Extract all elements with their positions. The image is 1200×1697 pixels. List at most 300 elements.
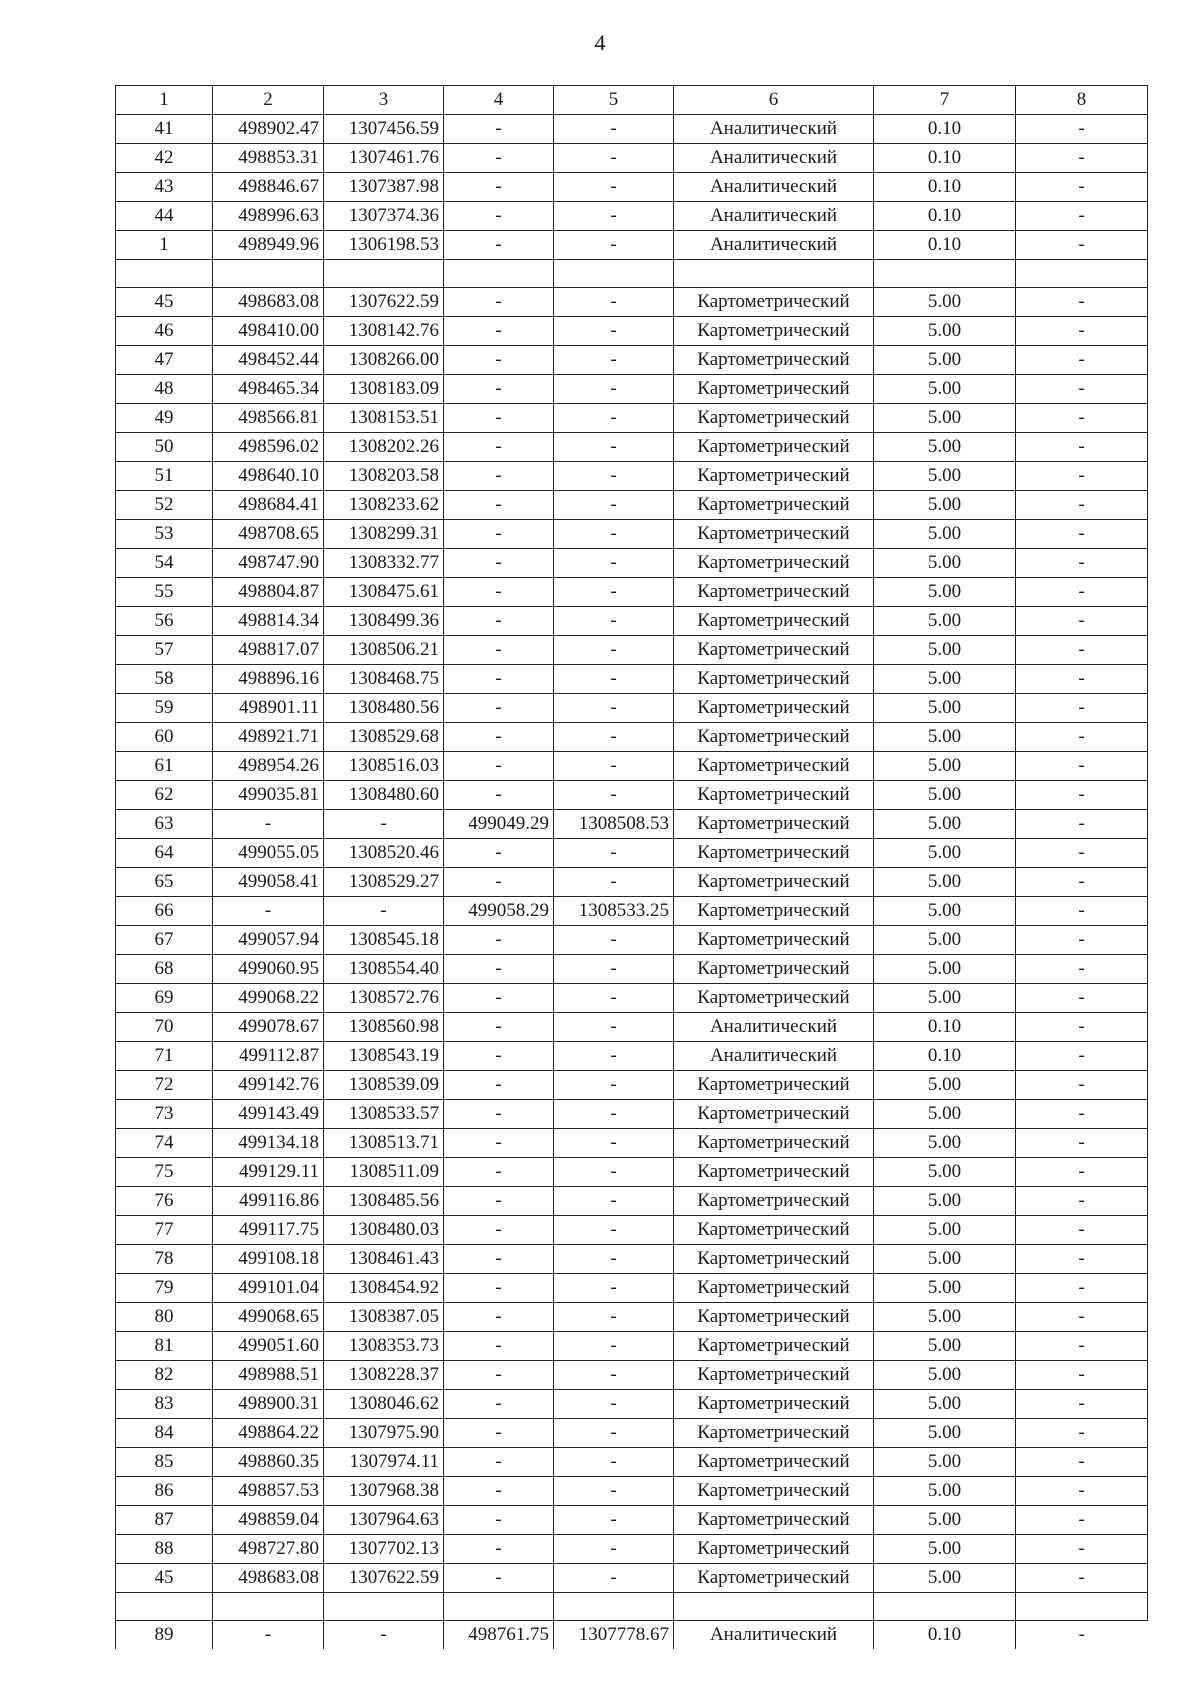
cell-col-4: - bbox=[444, 607, 554, 636]
cell-col-7: 5.00 bbox=[874, 636, 1016, 665]
cell-col-4: - bbox=[444, 1506, 554, 1535]
cell-col-2 bbox=[213, 1593, 324, 1621]
cell-col-4: - bbox=[444, 1390, 554, 1419]
cell-col-2: 498921.71 bbox=[213, 723, 324, 752]
cell-col-1: 49 bbox=[116, 404, 213, 433]
cell-col-8: - bbox=[1016, 1448, 1148, 1477]
cell-col-4: 499058.29 bbox=[444, 897, 554, 926]
cell-col-2: 499068.22 bbox=[213, 984, 324, 1013]
cell-col-2: 498996.63 bbox=[213, 202, 324, 231]
cell-col-7 bbox=[874, 260, 1016, 288]
cell-col-2: - bbox=[213, 1621, 324, 1650]
cell-col-8: - bbox=[1016, 1419, 1148, 1448]
cell-col-6: Картометрический bbox=[674, 781, 874, 810]
table-row bbox=[116, 1100, 1148, 1129]
cell-col-6: Картометрический bbox=[674, 1187, 874, 1216]
cell-col-6: Аналитический bbox=[674, 173, 874, 202]
cell-col-7: 5.00 bbox=[874, 1158, 1016, 1187]
table-row bbox=[116, 781, 1148, 810]
cell-col-1: 62 bbox=[116, 781, 213, 810]
cell-col-3: 1307975.90 bbox=[324, 1419, 444, 1448]
cell-col-1: 87 bbox=[116, 1506, 213, 1535]
cell-col-7: 5.00 bbox=[874, 1506, 1016, 1535]
cell-col-7: 5.00 bbox=[874, 1477, 1016, 1506]
cell-col-5: - bbox=[554, 491, 674, 520]
cell-col-2: 498683.08 bbox=[213, 288, 324, 317]
cell-col-3: 1307622.59 bbox=[324, 1564, 444, 1593]
cell-col-4: - bbox=[444, 868, 554, 897]
cell-col-8: - bbox=[1016, 1245, 1148, 1274]
cell-col-7: 5.00 bbox=[874, 578, 1016, 607]
cell-col-7: 5.00 bbox=[874, 665, 1016, 694]
cell-col-8: - bbox=[1016, 375, 1148, 404]
cell-col-3: 1307374.36 bbox=[324, 202, 444, 231]
cell-col-2: 499068.65 bbox=[213, 1303, 324, 1332]
table-row bbox=[116, 231, 1148, 260]
cell-col-5: - bbox=[554, 1477, 674, 1506]
cell-col-5: - bbox=[554, 462, 674, 491]
cell-col-5: - bbox=[554, 1274, 674, 1303]
cell-col-6: Картометрический bbox=[674, 1535, 874, 1564]
cell-col-6: Картометрический bbox=[674, 810, 874, 839]
cell-col-8: - bbox=[1016, 1535, 1148, 1564]
cell-col-1: 64 bbox=[116, 839, 213, 868]
cell-col-6: Картометрический bbox=[674, 491, 874, 520]
cell-col-2: 499060.95 bbox=[213, 955, 324, 984]
cell-col-5: - bbox=[554, 1129, 674, 1158]
cell-col-8 bbox=[1016, 1593, 1148, 1621]
cell-col-1: 84 bbox=[116, 1419, 213, 1448]
cell-col-7: 5.00 bbox=[874, 549, 1016, 578]
cell-col-8: - bbox=[1016, 1361, 1148, 1390]
cell-col-4: - bbox=[444, 926, 554, 955]
table-row bbox=[116, 1419, 1148, 1448]
cell-col-8: - bbox=[1016, 926, 1148, 955]
table-row bbox=[116, 1216, 1148, 1245]
cell-col-7: 5.00 bbox=[874, 346, 1016, 375]
cell-col-4: - bbox=[444, 404, 554, 433]
cell-col-7: 5.00 bbox=[874, 1564, 1016, 1593]
cell-col-7: 0.10 bbox=[874, 1013, 1016, 1042]
cell-col-1: 81 bbox=[116, 1332, 213, 1361]
cell-col-3: 1308506.21 bbox=[324, 636, 444, 665]
cell-col-4: - bbox=[444, 1332, 554, 1361]
cell-col-3: 1308387.05 bbox=[324, 1303, 444, 1332]
cell-col-7: 5.00 bbox=[874, 1245, 1016, 1274]
cell-col-6: Аналитический bbox=[674, 144, 874, 173]
cell-col-2: 498465.34 bbox=[213, 375, 324, 404]
cell-col-4: - bbox=[444, 317, 554, 346]
cell-col-2: 499051.60 bbox=[213, 1332, 324, 1361]
cell-col-2: 498814.34 bbox=[213, 607, 324, 636]
cell-col-4: - bbox=[444, 1071, 554, 1100]
cell-col-5: - bbox=[554, 1535, 674, 1564]
cell-col-3: 1308511.09 bbox=[324, 1158, 444, 1187]
cell-col-8: - bbox=[1016, 1187, 1148, 1216]
cell-col-3: 1308480.03 bbox=[324, 1216, 444, 1245]
table-row bbox=[116, 144, 1148, 173]
cell-col-4: - bbox=[444, 491, 554, 520]
cell-col-8: - bbox=[1016, 1564, 1148, 1593]
cell-col-1: 55 bbox=[116, 578, 213, 607]
cell-col-6: Картометрический bbox=[674, 1448, 874, 1477]
cell-col-4: - bbox=[444, 781, 554, 810]
cell-col-4: - bbox=[444, 346, 554, 375]
cell-col-8: - bbox=[1016, 578, 1148, 607]
cell-col-7: 0.10 bbox=[874, 173, 1016, 202]
table-row bbox=[116, 317, 1148, 346]
cell-col-4: - bbox=[444, 1187, 554, 1216]
cell-col-7: 5.00 bbox=[874, 317, 1016, 346]
cell-col-2: 498860.35 bbox=[213, 1448, 324, 1477]
cell-col-2: 498817.07 bbox=[213, 636, 324, 665]
cell-col-3: 1308454.92 bbox=[324, 1274, 444, 1303]
cell-col-7: 5.00 bbox=[874, 1129, 1016, 1158]
cell-col-4: - bbox=[444, 839, 554, 868]
cell-col-1: 54 bbox=[116, 549, 213, 578]
cell-col-8: - bbox=[1016, 897, 1148, 926]
cell-col-2: 499101.04 bbox=[213, 1274, 324, 1303]
cell-col-2: 498853.31 bbox=[213, 144, 324, 173]
cell-col-5: - bbox=[554, 1506, 674, 1535]
cell-col-2: 498452.44 bbox=[213, 346, 324, 375]
cell-col-2: 499129.11 bbox=[213, 1158, 324, 1187]
table-row bbox=[116, 346, 1148, 375]
cell-col-6: Картометрический bbox=[674, 868, 874, 897]
cell-col-5: - bbox=[554, 231, 674, 260]
cell-col-1: 77 bbox=[116, 1216, 213, 1245]
cell-col-6: Аналитический bbox=[674, 231, 874, 260]
cell-col-3: 1308554.40 bbox=[324, 955, 444, 984]
table-row bbox=[116, 1303, 1148, 1332]
table-row bbox=[116, 1506, 1148, 1535]
cell-col-4: - bbox=[444, 1477, 554, 1506]
cell-col-2: - bbox=[213, 897, 324, 926]
cell-col-2: 498846.67 bbox=[213, 173, 324, 202]
cell-col-6: Картометрический bbox=[674, 1274, 874, 1303]
cell-col-3: 3 bbox=[324, 86, 444, 115]
cell-col-8: - bbox=[1016, 810, 1148, 839]
cell-col-6: Аналитический bbox=[674, 1621, 874, 1650]
cell-col-1: 42 bbox=[116, 144, 213, 173]
cell-col-3: 1308545.18 bbox=[324, 926, 444, 955]
cell-col-4 bbox=[444, 1593, 554, 1621]
cell-col-3: 1308499.36 bbox=[324, 607, 444, 636]
cell-col-4: 4 bbox=[444, 86, 554, 115]
cell-col-7: 5.00 bbox=[874, 723, 1016, 752]
table-row bbox=[116, 1274, 1148, 1303]
cell-col-8: - bbox=[1016, 173, 1148, 202]
cell-col-4: - bbox=[444, 1274, 554, 1303]
cell-col-2: 498954.26 bbox=[213, 752, 324, 781]
cell-col-6: Картометрический bbox=[674, 1071, 874, 1100]
cell-col-8: - bbox=[1016, 491, 1148, 520]
table-row bbox=[116, 1332, 1148, 1361]
cell-col-5: - bbox=[554, 955, 674, 984]
cell-col-3: 1308353.73 bbox=[324, 1332, 444, 1361]
cell-col-8: - bbox=[1016, 144, 1148, 173]
table-row bbox=[116, 723, 1148, 752]
table-row bbox=[116, 1361, 1148, 1390]
cell-col-8: - bbox=[1016, 404, 1148, 433]
cell-col-7: 5.00 bbox=[874, 1071, 1016, 1100]
cell-col-8: - bbox=[1016, 781, 1148, 810]
cell-col-2: 498684.41 bbox=[213, 491, 324, 520]
cell-col-3: 1307461.76 bbox=[324, 144, 444, 173]
cell-col-8: - bbox=[1016, 1100, 1148, 1129]
table-row bbox=[116, 1390, 1148, 1419]
cell-col-6: Картометрический bbox=[674, 1390, 874, 1419]
cell-col-8: - bbox=[1016, 549, 1148, 578]
cell-col-4: - bbox=[444, 665, 554, 694]
cell-col-3: 1307968.38 bbox=[324, 1477, 444, 1506]
cell-col-5: - bbox=[554, 1448, 674, 1477]
cell-col-3 bbox=[324, 260, 444, 288]
cell-col-2: 499078.67 bbox=[213, 1013, 324, 1042]
cell-col-6: Картометрический bbox=[674, 1332, 874, 1361]
cell-col-6: Картометрический bbox=[674, 1506, 874, 1535]
cell-col-6: Картометрический bbox=[674, 1158, 874, 1187]
cell-col-8: - bbox=[1016, 752, 1148, 781]
cell-col-8: - bbox=[1016, 1390, 1148, 1419]
cell-col-5: - bbox=[554, 1390, 674, 1419]
cell-col-6: Картометрический bbox=[674, 752, 874, 781]
table-row bbox=[116, 462, 1148, 491]
table-row bbox=[116, 404, 1148, 433]
table-row bbox=[116, 868, 1148, 897]
cell-col-5: - bbox=[554, 926, 674, 955]
cell-col-7: 5.00 bbox=[874, 694, 1016, 723]
cell-col-6: Аналитический bbox=[674, 115, 874, 144]
cell-col-3: 1307964.63 bbox=[324, 1506, 444, 1535]
cell-col-5: 1307778.67 bbox=[554, 1621, 674, 1650]
cell-col-1: 53 bbox=[116, 520, 213, 549]
table-row bbox=[116, 897, 1148, 926]
table-row bbox=[116, 955, 1148, 984]
cell-col-5: - bbox=[554, 723, 674, 752]
cell-col-6: Картометрический bbox=[674, 839, 874, 868]
cell-col-6 bbox=[674, 1593, 874, 1621]
cell-col-6: Картометрический bbox=[674, 404, 874, 433]
cell-col-3: 1308480.60 bbox=[324, 781, 444, 810]
cell-col-7: 5.00 bbox=[874, 1361, 1016, 1390]
cell-col-2: 498857.53 bbox=[213, 1477, 324, 1506]
cell-col-5: - bbox=[554, 288, 674, 317]
cell-col-7: 5.00 bbox=[874, 462, 1016, 491]
cell-col-5: - bbox=[554, 839, 674, 868]
table-row bbox=[116, 1187, 1148, 1216]
cell-col-8: - bbox=[1016, 1477, 1148, 1506]
cell-col-4: - bbox=[444, 1042, 554, 1071]
cell-col-7: 5.00 bbox=[874, 1332, 1016, 1361]
cell-col-2: 498896.16 bbox=[213, 665, 324, 694]
cell-col-5: - bbox=[554, 636, 674, 665]
cell-col-4: - bbox=[444, 1448, 554, 1477]
table-row bbox=[116, 1621, 1148, 1650]
cell-col-6: Картометрический bbox=[674, 549, 874, 578]
cell-col-7: 5.00 bbox=[874, 1216, 1016, 1245]
cell-col-3: - bbox=[324, 810, 444, 839]
cell-col-2: 498640.10 bbox=[213, 462, 324, 491]
cell-col-1: 76 bbox=[116, 1187, 213, 1216]
cell-col-4: - bbox=[444, 115, 554, 144]
table-row bbox=[116, 1013, 1148, 1042]
cell-col-4: - bbox=[444, 1013, 554, 1042]
cell-col-3: 1307974.11 bbox=[324, 1448, 444, 1477]
cell-col-3: 1308475.61 bbox=[324, 578, 444, 607]
cell-col-6: Картометрический bbox=[674, 607, 874, 636]
cell-col-6: 6 bbox=[674, 86, 874, 115]
cell-col-6: Картометрический bbox=[674, 1361, 874, 1390]
cell-col-5: - bbox=[554, 375, 674, 404]
cell-col-4: - bbox=[444, 1216, 554, 1245]
cell-col-2: 499142.76 bbox=[213, 1071, 324, 1100]
cell-col-8: 8 bbox=[1016, 86, 1148, 115]
cell-col-4: - bbox=[444, 752, 554, 781]
cell-col-7: 0.10 bbox=[874, 144, 1016, 173]
cell-col-1: 1 bbox=[116, 231, 213, 260]
table-row bbox=[116, 433, 1148, 462]
cell-col-6: Картометрический bbox=[674, 723, 874, 752]
cell-col-1: 69 bbox=[116, 984, 213, 1013]
cell-col-8: - bbox=[1016, 1274, 1148, 1303]
cell-col-1: 66 bbox=[116, 897, 213, 926]
cell-col-8: - bbox=[1016, 607, 1148, 636]
cell-col-3: 1307622.59 bbox=[324, 288, 444, 317]
cell-col-1: 45 bbox=[116, 1564, 213, 1593]
cell-col-2 bbox=[213, 260, 324, 288]
cell-col-8: - bbox=[1016, 1621, 1148, 1650]
cell-col-1: 65 bbox=[116, 868, 213, 897]
cell-col-4: - bbox=[444, 144, 554, 173]
cell-col-1: 58 bbox=[116, 665, 213, 694]
cell-col-3: 1308485.56 bbox=[324, 1187, 444, 1216]
cell-col-1: 80 bbox=[116, 1303, 213, 1332]
cell-col-8: - bbox=[1016, 1332, 1148, 1361]
cell-col-8: - bbox=[1016, 1071, 1148, 1100]
cell-col-5: 5 bbox=[554, 86, 674, 115]
cell-col-6: Картометрический bbox=[674, 984, 874, 1013]
cell-col-6: Картометрический bbox=[674, 375, 874, 404]
cell-col-8: - bbox=[1016, 462, 1148, 491]
cell-col-1: 82 bbox=[116, 1361, 213, 1390]
cell-col-4: - bbox=[444, 433, 554, 462]
cell-col-5: 1308533.25 bbox=[554, 897, 674, 926]
cell-col-2: 499134.18 bbox=[213, 1129, 324, 1158]
spacer-row bbox=[116, 260, 1148, 288]
cell-col-8: - bbox=[1016, 202, 1148, 231]
cell-col-4: - bbox=[444, 549, 554, 578]
table-row bbox=[116, 549, 1148, 578]
cell-col-6: Картометрический bbox=[674, 317, 874, 346]
cell-col-7: 5.00 bbox=[874, 491, 1016, 520]
cell-col-1: 45 bbox=[116, 288, 213, 317]
cell-col-6: Картометрический bbox=[674, 520, 874, 549]
cell-col-3: 1308153.51 bbox=[324, 404, 444, 433]
cell-col-5: - bbox=[554, 578, 674, 607]
cell-col-4: - bbox=[444, 202, 554, 231]
cell-col-2: 498708.65 bbox=[213, 520, 324, 549]
table-row bbox=[116, 1071, 1148, 1100]
cell-col-4: - bbox=[444, 636, 554, 665]
cell-col-8: - bbox=[1016, 955, 1148, 984]
cell-col-6: Картометрический bbox=[674, 1100, 874, 1129]
cell-col-7 bbox=[874, 1593, 1016, 1621]
cell-col-8: - bbox=[1016, 1129, 1148, 1158]
cell-col-7: 0.10 bbox=[874, 231, 1016, 260]
cell-col-2: 499057.94 bbox=[213, 926, 324, 955]
cell-col-5: - bbox=[554, 1158, 674, 1187]
cell-col-4: - bbox=[444, 694, 554, 723]
cell-col-1: 57 bbox=[116, 636, 213, 665]
cell-col-1: 83 bbox=[116, 1390, 213, 1419]
cell-col-2: 498901.11 bbox=[213, 694, 324, 723]
table-row bbox=[116, 375, 1148, 404]
cell-col-5: - bbox=[554, 1013, 674, 1042]
table-row bbox=[116, 1245, 1148, 1274]
cell-col-3: 1308513.71 bbox=[324, 1129, 444, 1158]
cell-col-5: - bbox=[554, 694, 674, 723]
spacer-row bbox=[116, 1593, 1148, 1621]
cell-col-2: 499108.18 bbox=[213, 1245, 324, 1274]
cell-col-2: 498900.31 bbox=[213, 1390, 324, 1419]
cell-col-4: - bbox=[444, 984, 554, 1013]
cell-col-1: 1 bbox=[116, 86, 213, 115]
cell-col-4: - bbox=[444, 723, 554, 752]
cell-col-5: - bbox=[554, 549, 674, 578]
cell-col-6: Картометрический bbox=[674, 665, 874, 694]
cell-col-5: - bbox=[554, 984, 674, 1013]
cell-col-5: - bbox=[554, 1361, 674, 1390]
cell-col-7: 5.00 bbox=[874, 404, 1016, 433]
cell-col-2: 499112.87 bbox=[213, 1042, 324, 1071]
cell-col-2: 498410.00 bbox=[213, 317, 324, 346]
cell-col-5: - bbox=[554, 665, 674, 694]
table-row bbox=[116, 520, 1148, 549]
cell-col-7: 5.00 bbox=[874, 433, 1016, 462]
cell-col-3: 1308543.19 bbox=[324, 1042, 444, 1071]
cell-col-4: - bbox=[444, 1361, 554, 1390]
cell-col-2: 498804.87 bbox=[213, 578, 324, 607]
cell-col-3: 1308266.00 bbox=[324, 346, 444, 375]
table-row bbox=[116, 288, 1148, 317]
cell-col-3: 1308572.76 bbox=[324, 984, 444, 1013]
cell-col-1: 47 bbox=[116, 346, 213, 375]
cell-col-7: 5.00 bbox=[874, 868, 1016, 897]
cell-col-6: Картометрический bbox=[674, 1216, 874, 1245]
cell-col-8: - bbox=[1016, 839, 1148, 868]
cell-col-3: 1308560.98 bbox=[324, 1013, 444, 1042]
cell-col-1: 86 bbox=[116, 1477, 213, 1506]
cell-col-3: 1308233.62 bbox=[324, 491, 444, 520]
cell-col-5: - bbox=[554, 868, 674, 897]
cell-col-1: 89 bbox=[116, 1621, 213, 1650]
cell-col-2: 499035.81 bbox=[213, 781, 324, 810]
cell-col-8: - bbox=[1016, 665, 1148, 694]
cell-col-1: 56 bbox=[116, 607, 213, 636]
cell-col-5: - bbox=[554, 317, 674, 346]
cell-col-3: 1306198.53 bbox=[324, 231, 444, 260]
cell-col-2: 498727.80 bbox=[213, 1535, 324, 1564]
cell-col-3: 1308202.26 bbox=[324, 433, 444, 462]
cell-col-2: 498864.22 bbox=[213, 1419, 324, 1448]
cell-col-8: - bbox=[1016, 520, 1148, 549]
cell-col-7: 5.00 bbox=[874, 897, 1016, 926]
cell-col-1: 46 bbox=[116, 317, 213, 346]
cell-col-2: 498949.96 bbox=[213, 231, 324, 260]
table-row bbox=[116, 115, 1148, 144]
cell-col-4: - bbox=[444, 173, 554, 202]
